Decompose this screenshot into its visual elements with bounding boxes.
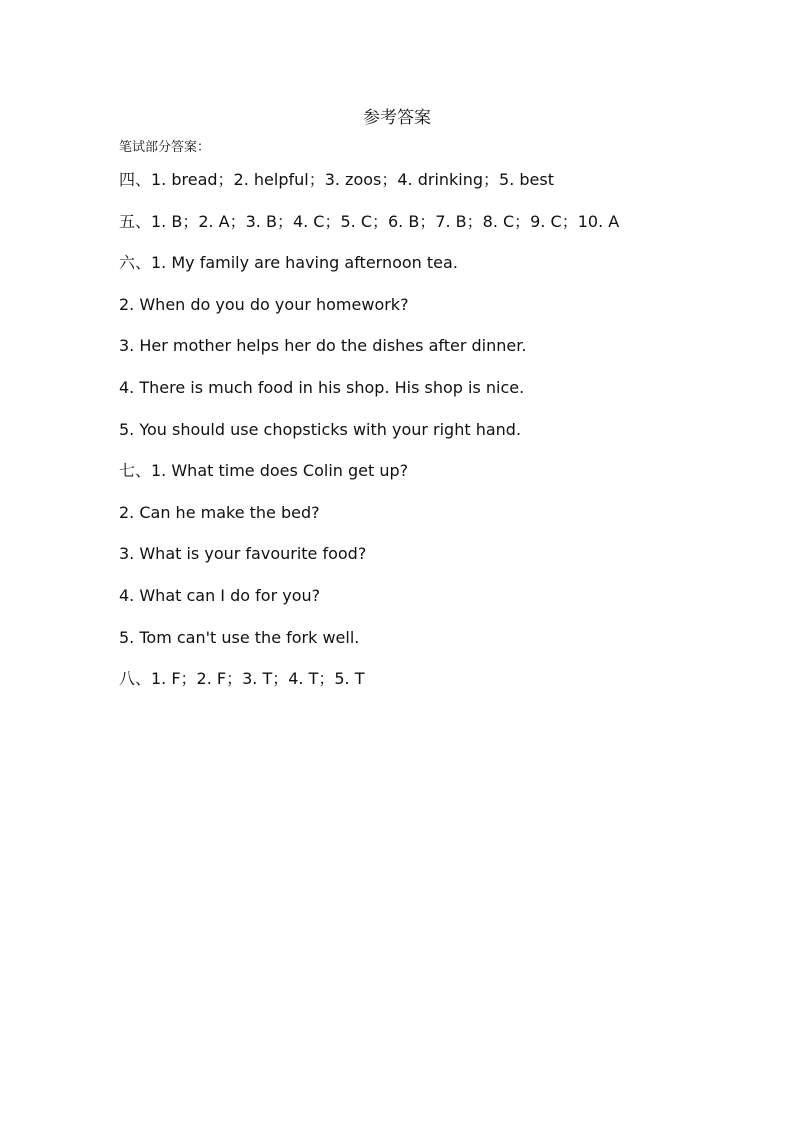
page-title: 参考答案 (363, 108, 431, 128)
answer-line: 3. Her mother helps her do the dishes after dinner. (119, 336, 527, 356)
answer-line: 七、1. What time does Colin get up? (119, 461, 409, 481)
answer-line: 六、1. My family are having afternoon tea. (119, 253, 458, 273)
answer-line: 4. There is much food in his shop. His shop is nice. (119, 377, 525, 397)
answer-list (119, 168, 739, 709)
answer-line: 五、1. B；2. A；3. B；4. C；5. C；6. B；7. B；8. C；9. C；10. A (119, 211, 620, 231)
answer-line: 四、1. bread；2. helpful；3. zoos；4. drinking；5. best (119, 170, 555, 189)
answer-line: 3. What is your favourite food? (119, 544, 367, 564)
answer-line: 八、1. F；2. F；3. T；4. T；5. T (119, 669, 365, 689)
answer-line: 4. What can I do for you? (119, 585, 321, 605)
answer-line: 2. When do you do your homework? (119, 294, 409, 314)
section-subtitle: 笔试部分答案： (119, 140, 211, 155)
answer-line: 2. Can he make the bed? (119, 502, 320, 522)
answer-line: 5. Tom can't use the fork well. (119, 627, 360, 647)
answer-line: 5. You should use chopsticks with your right hand. (119, 419, 522, 439)
